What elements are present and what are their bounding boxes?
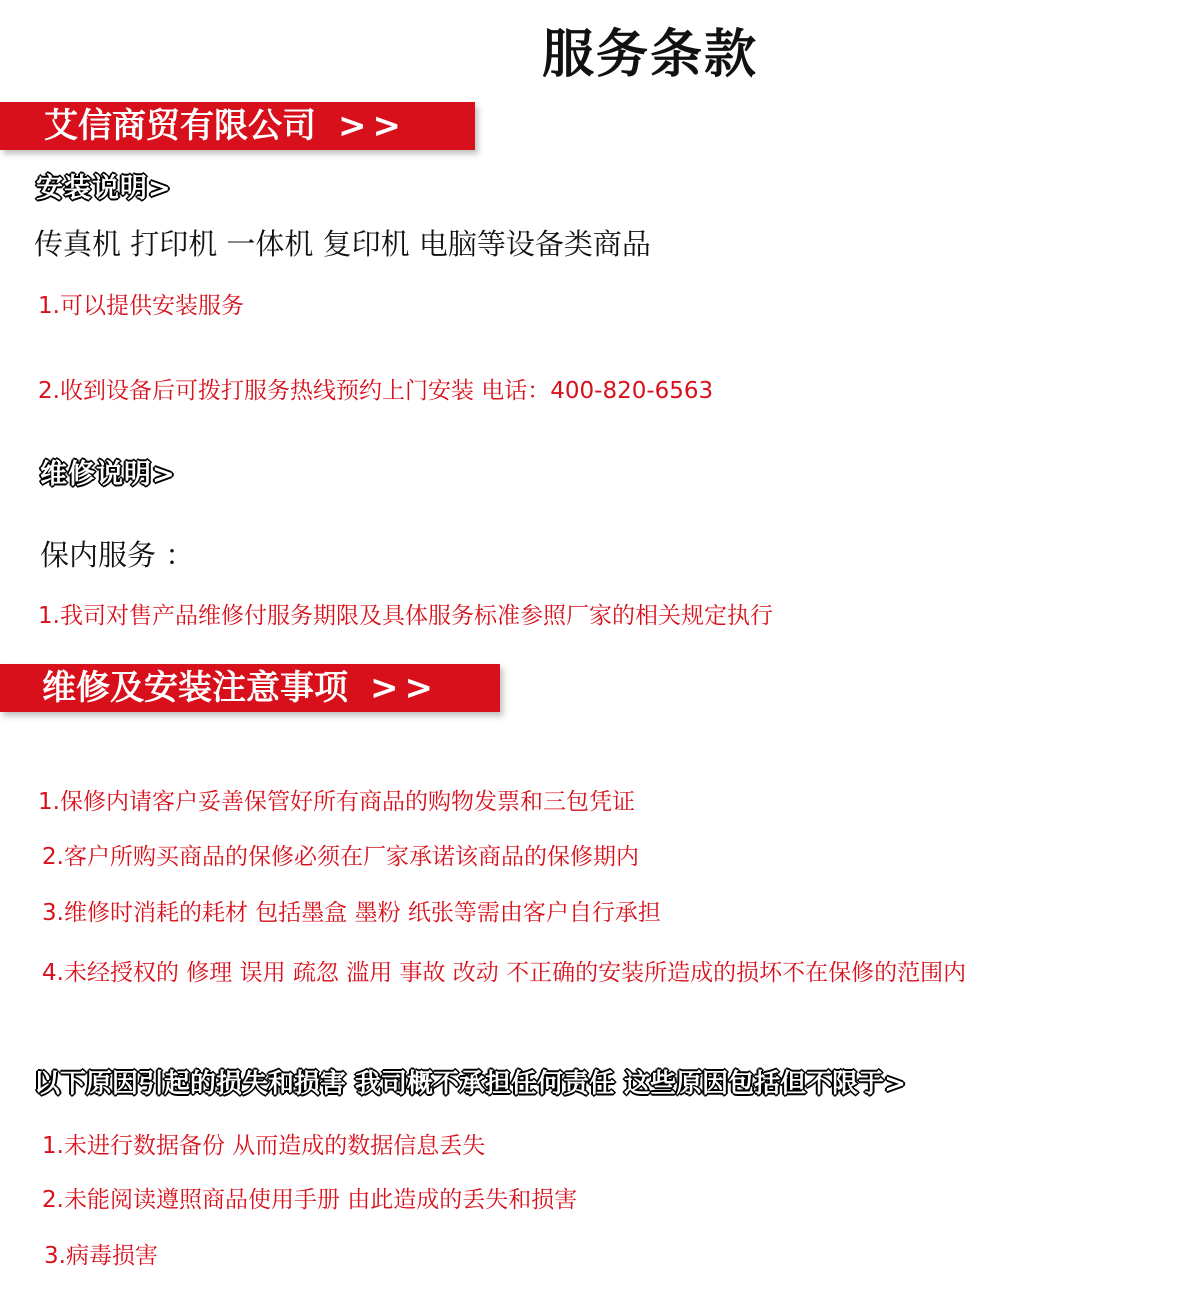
- notes-banner: [0, 664, 500, 712]
- install-products: 传真机 打印机 一体机 复印机 电脑等设备类商品: [34, 227, 651, 261]
- install-heading: 安装说明>: [36, 173, 172, 204]
- note-item: 1.保修内请客户妥善保管好所有商品的购物发票和三包凭证: [38, 789, 635, 815]
- company-name: 艾信商贸有限公司: [44, 106, 316, 146]
- repair-item-1: 1.我司对售产品维修付服务期限及具体服务标准参照厂家的相关规定执行: [38, 603, 773, 629]
- banner-arrow: >>: [338, 106, 407, 146]
- company-banner: [0, 102, 475, 150]
- repair-heading: 维修说明>: [40, 459, 176, 490]
- liability-item: 3.病毒损害: [44, 1243, 158, 1269]
- install-item-2: 2.收到设备后可拨打服务热线预约上门安装 电话：400-820-6563: [38, 378, 714, 404]
- note-item: 4.未经授权的 修理 误用 疏忽 滥用 事故 改动 不正确的安装所造成的损坏不在保修的范围内: [42, 960, 967, 986]
- liability-item: 2.未能阅读遵照商品使用手册 由此造成的丢失和损害: [42, 1187, 578, 1213]
- liability-item: 1.未进行数据备份 从而造成的数据信息丢失: [42, 1133, 486, 1159]
- note-item: 3.维修时消耗的耗材 包括墨盒 墨粉 纸张等需由客户自行承担: [42, 900, 661, 926]
- note-item: 2.客户所购买商品的保修必须在厂家承诺该商品的保修期内: [42, 844, 639, 870]
- liability-heading: 以下原因引起的损失和损害 我司概不承担任何责任 这些原因包括但不限于>: [34, 1069, 906, 1099]
- banner-arrow: >>: [370, 668, 439, 708]
- page-title: 服务条款: [541, 25, 758, 85]
- notes-banner-title: 维修及安装注意事项: [42, 668, 348, 708]
- warranty-label: 保内服务 ：: [40, 538, 195, 572]
- install-item-1: 1.可以提供安装服务: [38, 293, 244, 319]
